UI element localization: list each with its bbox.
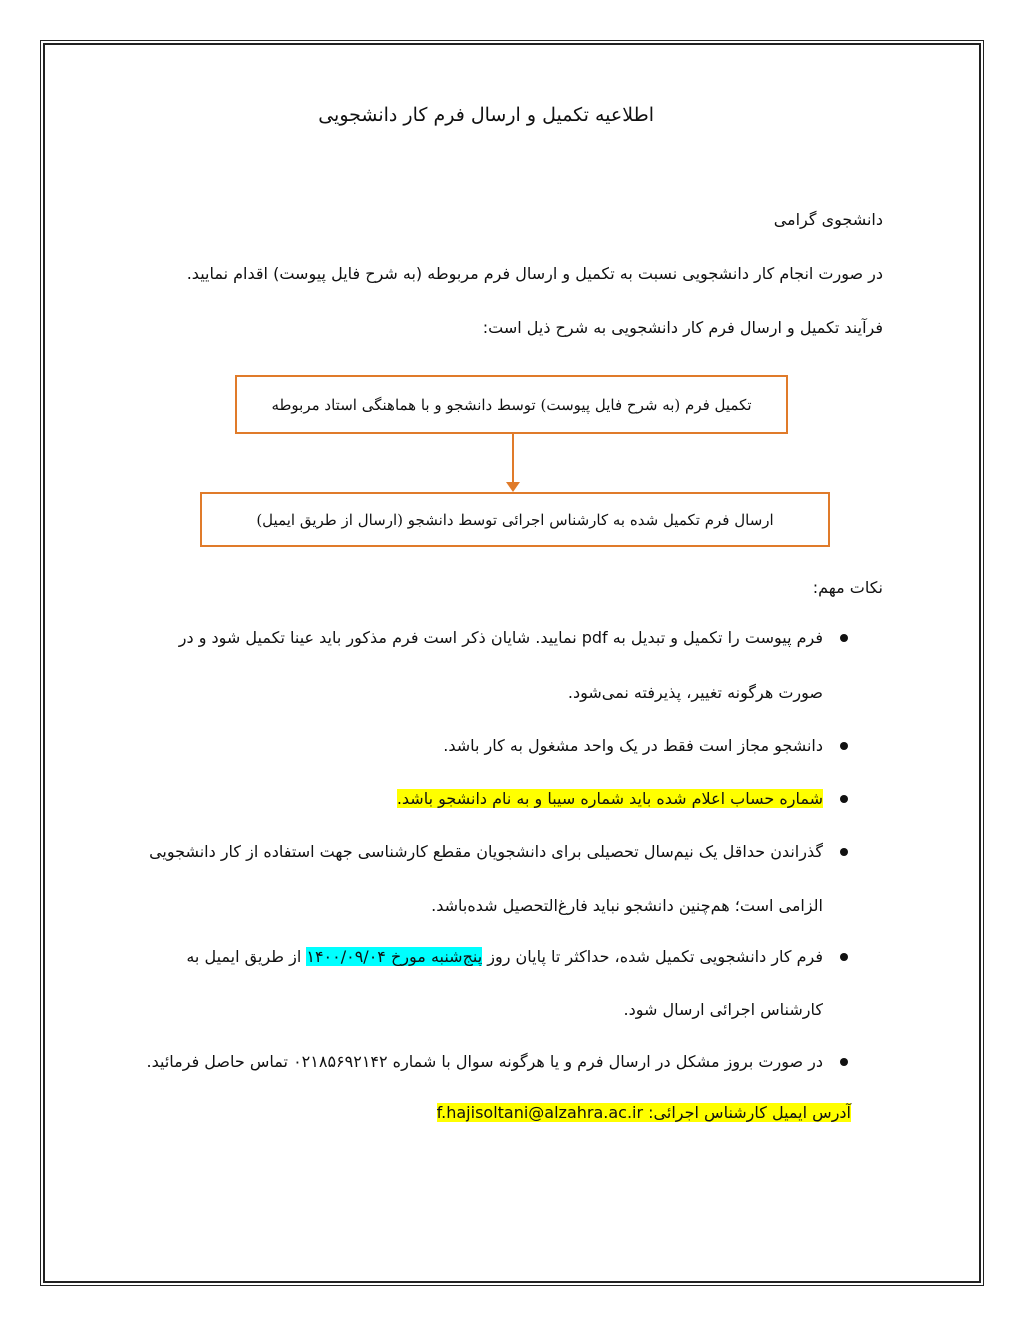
bullet-icon (840, 1058, 848, 1066)
flow-step-2 (200, 492, 830, 547)
email-address[interactable]: f.hajisoltani@alzahra.ac.ir (436, 1103, 644, 1122)
intro-paragraph: در صورت انجام کار دانشجویی نسبت به تکمیل و ارسال فرم مربوطه (به شرح فایل پیوست) اقدام نمایید. (186, 264, 883, 283)
bullet-icon (840, 953, 848, 961)
notes-heading: نکات مهم: (812, 578, 883, 597)
note-5-deadline-highlight: پنج‌شنبه مورخ ۱۴۰۰/۰۹/۰۴ (306, 947, 483, 966)
bullet-icon (840, 742, 848, 750)
note-1-line-1: فرم پیوست را تکمیل و تبدیل به pdf نمایید. شایان ذکر است فرم مذکور باید عینا تکمیل شود و در (178, 628, 823, 647)
greeting: دانشجوی گرامی (773, 210, 883, 229)
note-2: دانشجو مجاز است فقط در یک واحد مشغول به کار باشد. (443, 736, 823, 755)
document-title: اطلاعیه تکمیل و ارسال فرم کار دانشجویی (318, 104, 654, 126)
process-intro: فرآیند تکمیل و ارسال فرم کار دانشجویی به شرح ذیل است: (482, 318, 883, 337)
arrow-down-icon (506, 482, 520, 492)
email-highlight (437, 1103, 851, 1122)
note-5-line-2: کارشناس اجرائی ارسال شود. (623, 1000, 823, 1019)
note-3 (397, 782, 851, 816)
note-3-highlight: شماره حساب اعلام شده باید شماره سیبا و به نام دانشجو باشد. (396, 789, 823, 808)
email-line (437, 1095, 851, 1131)
note-5-line-1 (186, 947, 823, 966)
flow-step-1 (235, 375, 788, 434)
bullet-icon (840, 634, 848, 642)
flow-step-1-label: تکمیل فرم (به شرح فایل پیوست) توسط دانشجو و با هماهنگی استاد مربوطه (271, 395, 752, 414)
flow-step-2-label: ارسال فرم تکمیل شده به کارشناس اجرائی توسط دانشجو (ارسال از طریق ایمیل) (256, 510, 774, 529)
note-6: در صورت بروز مشکل در ارسال فرم و یا هرگونه سوال با شماره ۰۲۱۸۵۶۹۲۱۴۲ تماس حاصل فرمائید. (146, 1052, 823, 1071)
flow-arrow-line (512, 434, 514, 484)
email-label: آدرس ایمیل کارشناس اجرائی: (643, 1103, 851, 1122)
note-5-before: فرم کار دانشجویی تکمیل شده، حداکثر تا پایان روز (482, 947, 823, 966)
bullet-icon (840, 848, 848, 856)
note-1-line-2: صورت هرگونه تغییر، پذیرفته نمی‌شود. (567, 683, 823, 702)
note-4-line-1: گذراندن حداقل یک نیم‌سال تحصیلی برای دانشجویان مقطع کارشناسی جهت استفاده از کار دانشجویی (149, 842, 823, 861)
note-4-line-2: الزامی است؛ هم‌چنین دانشجو نباید فارغ‌التحصیل شده‌باشد. (431, 896, 823, 915)
note-5-after: از طریق ایمیل به (186, 947, 307, 966)
